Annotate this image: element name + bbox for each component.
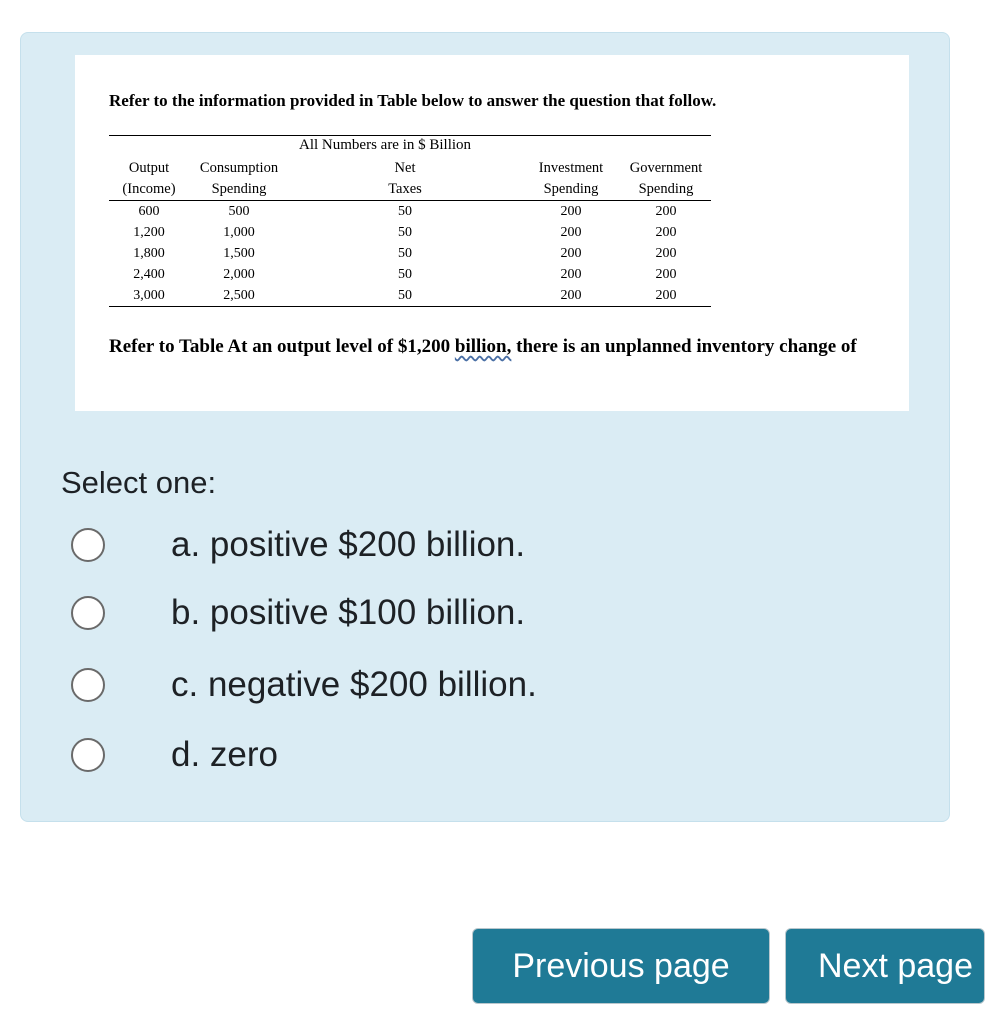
table-cell: 50	[398, 225, 412, 240]
table-row	[109, 264, 711, 285]
column-subheader-net-taxes: Taxes	[289, 179, 521, 201]
table-cell: 50	[398, 204, 412, 219]
question-text-before: Refer to Table At an output level of $1,200	[109, 336, 455, 357]
radio-button-b[interactable]	[71, 596, 105, 630]
table-cell: 200	[655, 246, 677, 261]
radio-button-c[interactable]	[71, 668, 105, 702]
option-a-label[interactable]: a. positive $200 billion.	[171, 525, 526, 564]
select-one-label: Select one:	[61, 465, 217, 500]
previous-page-button[interactable]: Previous page	[472, 928, 770, 1004]
table-cell: 2,400	[133, 267, 165, 282]
table-cell: 2,000	[223, 267, 255, 282]
table-cell: 1,200	[133, 225, 165, 240]
table-cell: 2,500	[223, 288, 255, 303]
column-header-consumption: Consumption	[199, 160, 279, 176]
table-cell: 50	[398, 246, 412, 261]
column-header-output: Output	[128, 160, 170, 176]
radio-button-a[interactable]	[71, 528, 105, 562]
option-d[interactable]	[71, 733, 278, 777]
table-cell: 50	[398, 267, 412, 282]
table-units-caption: All Numbers are in $ Billion	[299, 137, 472, 153]
table-cell: 50	[398, 288, 412, 303]
table-cell: 200	[655, 288, 677, 303]
data-table-container	[109, 135, 711, 307]
column-subheader-government: Spending	[621, 179, 711, 201]
table-cell: 200	[655, 267, 677, 282]
question-text-after: there is an unplanned inventory change of	[511, 336, 857, 357]
table-cell: 1,000	[223, 225, 255, 240]
table-cell: 1,500	[223, 246, 255, 261]
table-cell: 1,800	[133, 246, 165, 261]
table-cell: 200	[560, 204, 582, 219]
column-subheader-investment: Spending	[521, 179, 621, 201]
column-subheader-consumption: Spending	[189, 179, 289, 201]
question-card	[20, 32, 950, 822]
table-row	[109, 243, 711, 264]
question-text	[109, 333, 869, 361]
table-cell: 200	[655, 204, 677, 219]
table-row	[109, 222, 711, 243]
option-b-label[interactable]: b. positive $100 billion.	[171, 593, 526, 632]
table-cell: 200	[560, 267, 582, 282]
question-image	[75, 55, 909, 411]
table-cell: 200	[655, 225, 677, 240]
column-header-investment: Investment	[538, 160, 604, 176]
option-c-label[interactable]: c. negative $200 billion.	[171, 665, 537, 704]
option-b[interactable]	[71, 591, 526, 635]
table-cell: 3,000	[133, 288, 165, 303]
table-row	[109, 201, 711, 223]
data-table	[109, 158, 711, 306]
table-cell: 600	[138, 204, 160, 219]
question-intro: Refer to the information provided in Table below to answer the question that follow.	[109, 91, 717, 110]
next-page-button[interactable]: Next page	[785, 928, 985, 1004]
column-header-government: Government	[629, 160, 703, 176]
option-c[interactable]	[71, 663, 537, 707]
radio-button-d[interactable]	[71, 738, 105, 772]
option-a[interactable]	[71, 523, 526, 567]
column-subheader-output: (Income)	[109, 179, 189, 201]
table-cell: 200	[560, 225, 582, 240]
table-cell: 500	[228, 204, 250, 219]
table-cell: 200	[560, 246, 582, 261]
table-row	[109, 285, 711, 306]
option-d-label[interactable]: d. zero	[171, 735, 278, 774]
question-text-underlined: billion,	[454, 336, 512, 357]
table-cell: 200	[560, 288, 582, 303]
column-header-net-taxes: Net	[394, 160, 416, 176]
